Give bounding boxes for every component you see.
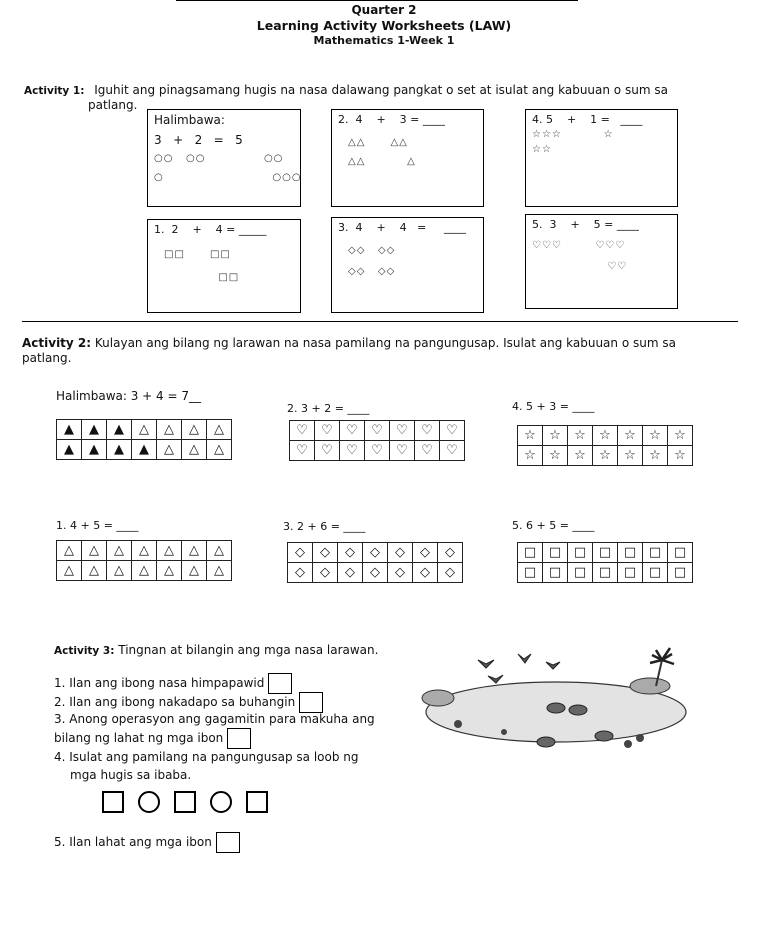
grid-cell[interactable]: □	[543, 543, 568, 563]
grid-cell[interactable]: □	[518, 563, 543, 583]
sand-island	[630, 678, 670, 694]
grid-cell[interactable]: △	[157, 420, 182, 440]
star-shapes: ☆☆	[532, 144, 552, 155]
grid-cell[interactable]: △	[207, 420, 232, 440]
grid-row	[290, 421, 465, 441]
activity3-text: Tingnan at bilangin ang mga nasa larawan.	[118, 643, 379, 657]
grid-cell[interactable]: ◇	[288, 543, 313, 563]
activity2-instruction	[22, 336, 676, 350]
activity2-text-line1: Kulayan ang bilang ng larawan na nasa pamilang na pangungusap. Isulat ang kabuuan o sum sa	[94, 336, 676, 350]
box-equation: 4. 5 + 1 = ____	[532, 113, 643, 126]
grid-cell[interactable]: ◇	[313, 563, 338, 583]
grid-cell[interactable]: △	[157, 541, 182, 561]
activity1-box-4	[525, 109, 678, 207]
grid-cell[interactable]: □	[643, 563, 668, 583]
grid-cell[interactable]: ☆	[518, 426, 543, 446]
grid-cell[interactable]: △	[57, 541, 82, 561]
activity2-grid-4	[517, 425, 693, 466]
grid-cell[interactable]: ☆	[593, 426, 618, 446]
grid-cell[interactable]: ◇	[313, 543, 338, 563]
grid-cell[interactable]: ♡	[415, 421, 440, 441]
grid-cell[interactable]: ◇	[413, 543, 438, 563]
grid-cell[interactable]: ☆	[518, 446, 543, 466]
activity2-label: Activity 2:	[22, 336, 92, 350]
square-answer-box[interactable]	[174, 791, 196, 813]
activity2-item-label: 4. 5 + 3 = ____	[512, 400, 595, 413]
grid-cell[interactable]: △	[107, 541, 132, 561]
grid-cell[interactable]: □	[543, 563, 568, 583]
grid-cell[interactable]: □	[668, 563, 693, 583]
section-divider	[22, 321, 738, 322]
activity2-grid-1	[56, 540, 232, 581]
grid-row	[518, 426, 693, 446]
grid-cell[interactable]: ◇	[338, 543, 363, 563]
grid-cell[interactable]: ☆	[618, 446, 643, 466]
activity1-box-2	[331, 109, 484, 207]
grid-cell[interactable]: ☆	[543, 446, 568, 466]
activity1-box-1	[147, 219, 301, 313]
answer-box[interactable]	[227, 728, 251, 749]
grid-cell[interactable]: ☆	[568, 426, 593, 446]
grid-cell[interactable]: ♡	[390, 441, 415, 461]
grid-cell[interactable]: ▲	[82, 440, 107, 460]
grid-cell[interactable]: △	[132, 420, 157, 440]
grid-row	[57, 541, 232, 561]
activity2-item-label: Halimbawa: 3 + 4 = 7__	[56, 389, 202, 403]
question-5-text: 5. Ilan lahat ang mga ibon	[54, 835, 212, 849]
grid-cell[interactable]: ◇	[288, 563, 313, 583]
grid-cell[interactable]: ▲	[107, 440, 132, 460]
grid-cell[interactable]: □	[668, 543, 693, 563]
circle-shapes: ○ ○○○	[154, 172, 302, 183]
box-equation: 3. 4 + 4 = ____	[338, 221, 466, 234]
grid-cell[interactable]: ♡	[290, 441, 315, 461]
answer-box[interactable]	[216, 832, 240, 853]
grid-cell[interactable]: △	[207, 440, 232, 460]
grid-cell[interactable]: ♡	[290, 421, 315, 441]
grid-cell[interactable]: ▲	[57, 440, 82, 460]
grid-cell[interactable]: ♡	[390, 421, 415, 441]
grid-cell[interactable]: △	[207, 541, 232, 561]
activity2-item-label: 1. 4 + 5 = ____	[56, 519, 139, 532]
question-4-line2: mga hugis sa ibaba.	[70, 768, 192, 782]
grid-cell[interactable]: △	[132, 541, 157, 561]
grid-cell[interactable]: ☆	[668, 446, 693, 466]
grid-row	[518, 446, 693, 466]
grid-cell[interactable]: ▲	[132, 440, 157, 460]
circle-operator-box[interactable]	[210, 791, 232, 813]
activity3-instruction	[54, 641, 378, 660]
grid-cell[interactable]: △	[82, 561, 107, 581]
grid-cell[interactable]: ☆	[568, 446, 593, 466]
grid-cell[interactable]: ◇	[338, 563, 363, 583]
grid-cell[interactable]: □	[618, 543, 643, 563]
question-3-text: bilang ng lahat ng mga ibon	[54, 731, 224, 745]
grid-cell[interactable]: ◇	[388, 543, 413, 563]
activity1-text-line2: patlang.	[88, 98, 138, 112]
circle-shapes: ○○ ○○ ○○	[154, 153, 284, 164]
number-sentence-shapes	[102, 791, 268, 813]
grid-cell[interactable]: □	[593, 563, 618, 583]
question-3-line1: 3. Anong operasyon ang gagamitin para makuha ang	[54, 712, 375, 726]
box-equation: 2. 4 + 3 = ____	[338, 113, 445, 126]
grid-cell[interactable]: ♡	[440, 441, 465, 461]
activity2-item-label: 2. 3 + 2 = ____	[287, 402, 370, 415]
grid-cell[interactable]: △	[182, 440, 207, 460]
grid-cell[interactable]: ♡	[440, 421, 465, 441]
question-2-text: 2. Ilan ang ibong nakadapo sa buhangin	[54, 695, 296, 709]
grid-cell[interactable]: ☆	[643, 426, 668, 446]
worksheet-subtitle: Mathematics 1-Week 1	[313, 34, 455, 47]
grid-row	[518, 563, 693, 583]
box-equation: 3 + 2 = 5	[154, 133, 243, 147]
grid-cell[interactable]: ♡	[340, 441, 365, 461]
grid-cell[interactable]: ▲	[82, 420, 107, 440]
grid-cell[interactable]: ♡	[365, 441, 390, 461]
grid-cell[interactable]: □	[568, 563, 593, 583]
flying-birds	[478, 654, 560, 683]
question-3-line2	[54, 728, 251, 749]
square-shapes: □□	[164, 272, 240, 283]
grid-row	[57, 420, 232, 440]
worksheet-title: Learning Activity Worksheets (LAW)	[256, 18, 512, 33]
grid-cell[interactable]: △	[82, 541, 107, 561]
grid-cell[interactable]: △	[132, 561, 157, 581]
activity1-text-line1: Iguhit ang pinagsamang hugis na nasa dalawang pangkat o set at isulat ang kabuuan o sum sa	[94, 83, 668, 97]
grid-cell[interactable]: ☆	[543, 426, 568, 446]
grid-cell[interactable]: ◇	[363, 563, 388, 583]
answer-box[interactable]	[268, 673, 292, 694]
grid-cell[interactable]: □	[568, 543, 593, 563]
grid-cell[interactable]: △	[182, 541, 207, 561]
square-answer-box[interactable]	[246, 791, 268, 813]
rock-left	[422, 690, 454, 706]
grid-cell[interactable]: ♡	[315, 421, 340, 441]
square-answer-box[interactable]	[102, 791, 124, 813]
activity2-item-label: 5. 6 + 5 = ____	[512, 519, 595, 532]
grid-cell[interactable]: △	[182, 561, 207, 581]
grid-cell[interactable]: △	[182, 420, 207, 440]
header-rule	[176, 0, 578, 1]
activity2-grid-5	[517, 542, 693, 583]
grid-cell[interactable]: □	[643, 543, 668, 563]
quarter-label: Quarter 2	[351, 3, 417, 17]
box-equation: 5. 3 + 5 = ____	[532, 218, 639, 231]
grid-cell[interactable]: ♡	[365, 421, 390, 441]
grid-cell[interactable]: ◇	[438, 543, 463, 563]
grid-cell[interactable]: ☆	[618, 426, 643, 446]
question-4-line1: 4. Isulat ang pamilang na pangungusap sa loob ng	[54, 750, 359, 764]
grid-cell[interactable]: ▲	[107, 420, 132, 440]
circle-operator-box[interactable]	[138, 791, 160, 813]
grid-row	[57, 561, 232, 581]
activity2-item-label: 3. 2 + 6 = ____	[283, 520, 366, 533]
activity2-grid-2	[289, 420, 465, 461]
activity1-box-3	[331, 217, 484, 313]
activity2-text-line2: patlang.	[22, 351, 72, 365]
grid-cell[interactable]: □	[618, 563, 643, 583]
grid-row	[57, 440, 232, 460]
star-shapes: ☆☆☆ ☆	[532, 129, 614, 140]
grid-cell[interactable]: ☆	[668, 426, 693, 446]
box-line: Halimbawa:	[154, 113, 225, 127]
triangle-shapes: △△ △	[348, 156, 416, 167]
activity3-label: Activity 3:	[54, 645, 115, 657]
heart-shapes: ♡♡♡ ♡♡♡	[532, 240, 626, 251]
question-1-text: 1. Ilan ang ibong nasa himpapawid	[54, 676, 265, 690]
activity1-label: Activity 1:	[24, 85, 85, 97]
grid-cell[interactable]: ◇	[388, 563, 413, 583]
question-1	[54, 673, 292, 694]
heart-shapes: ♡♡	[532, 261, 628, 272]
activity2-grid-example	[56, 419, 232, 460]
beach-birds-illustration	[418, 640, 698, 760]
activity2-grid-3	[287, 542, 463, 583]
grid-cell[interactable]: △	[157, 440, 182, 460]
grid-cell[interactable]: ▲	[57, 420, 82, 440]
grid-row	[288, 543, 463, 563]
grid-cell[interactable]: □	[593, 543, 618, 563]
question-5	[54, 832, 240, 853]
diamond-shapes: ◇◇ ◇◇	[348, 245, 396, 256]
grid-cell[interactable]: ◇	[438, 563, 463, 583]
box-equation: 1. 2 + 4 = _____	[154, 223, 267, 236]
grid-cell[interactable]: ♡	[415, 441, 440, 461]
grid-cell[interactable]: △	[207, 561, 232, 581]
grid-row	[288, 563, 463, 583]
grid-cell[interactable]: △	[107, 561, 132, 581]
grid-cell[interactable]: ◇	[363, 543, 388, 563]
grid-row	[518, 543, 693, 563]
grid-cell[interactable]: ♡	[315, 441, 340, 461]
activity1-box-5	[525, 214, 678, 309]
activity1-instruction	[24, 83, 668, 97]
activity1-example-box	[147, 109, 301, 207]
grid-cell[interactable]: ☆	[643, 446, 668, 466]
grid-cell[interactable]: ☆	[593, 446, 618, 466]
triangle-shapes: △△ △△	[348, 137, 408, 148]
grid-cell[interactable]: □	[518, 543, 543, 563]
grid-row	[290, 441, 465, 461]
grid-cell[interactable]: △	[157, 561, 182, 581]
grid-cell[interactable]: ♡	[340, 421, 365, 441]
diamond-shapes: ◇◇ ◇◇	[348, 266, 396, 277]
square-shapes: □□ □□	[164, 249, 231, 260]
grid-cell[interactable]: △	[57, 561, 82, 581]
grid-cell[interactable]: ◇	[413, 563, 438, 583]
